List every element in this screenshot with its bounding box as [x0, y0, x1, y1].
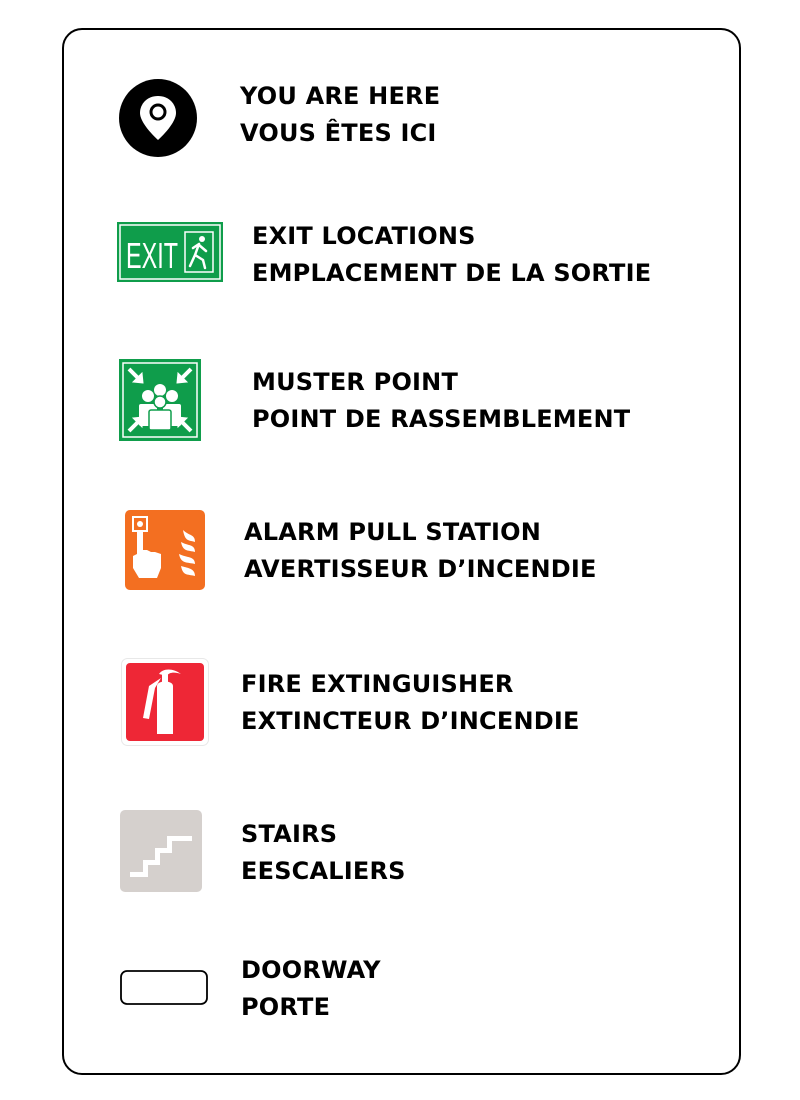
label-french: PORTE [241, 993, 331, 1021]
fire-extinguisher-icon [121, 658, 209, 746]
legend-label-stairs [241, 816, 406, 890]
label-english: ALARM PULL STATION [244, 518, 542, 546]
label-french: VOUS ÊTES ICI [240, 119, 437, 147]
legend-label-muster-point [252, 364, 630, 438]
map-pin-icon [118, 78, 198, 158]
label-english: STAIRS [241, 820, 338, 848]
map-legend-card [62, 28, 741, 1075]
label-english: MUSTER POINT [252, 368, 459, 396]
legend-label-fire-extinguisher [241, 666, 580, 740]
svg-text:EXIT: EXIT [126, 235, 179, 276]
label-english: EXIT LOCATIONS [252, 222, 476, 250]
doorway-icon [120, 970, 210, 1006]
label-english: YOU ARE HERE [240, 82, 441, 110]
legend-label-doorway [241, 952, 381, 1026]
label-french: EESCALIERS [241, 857, 406, 885]
label-french: POINT DE RASSEMBLEMENT [252, 405, 631, 433]
label-french: EMPLACEMENT DE LA SORTIE [252, 259, 652, 287]
muster-point-icon [119, 359, 201, 441]
legend-label-exit-locations [252, 218, 651, 292]
label-english: FIRE EXTINGUISHER [241, 670, 514, 698]
label-french: AVERTISSEUR D’INCENDIE [244, 555, 597, 583]
stairs-icon [120, 810, 202, 892]
legend-label-alarm-pull-station [244, 514, 597, 588]
label-french: EXTINCTEUR D’INCENDIE [241, 707, 580, 735]
alarm-pull-station-icon [125, 510, 205, 590]
legend-label-you-are-here [240, 78, 440, 152]
label-english: DOORWAY [241, 956, 381, 984]
exit-sign-icon [117, 222, 223, 282]
